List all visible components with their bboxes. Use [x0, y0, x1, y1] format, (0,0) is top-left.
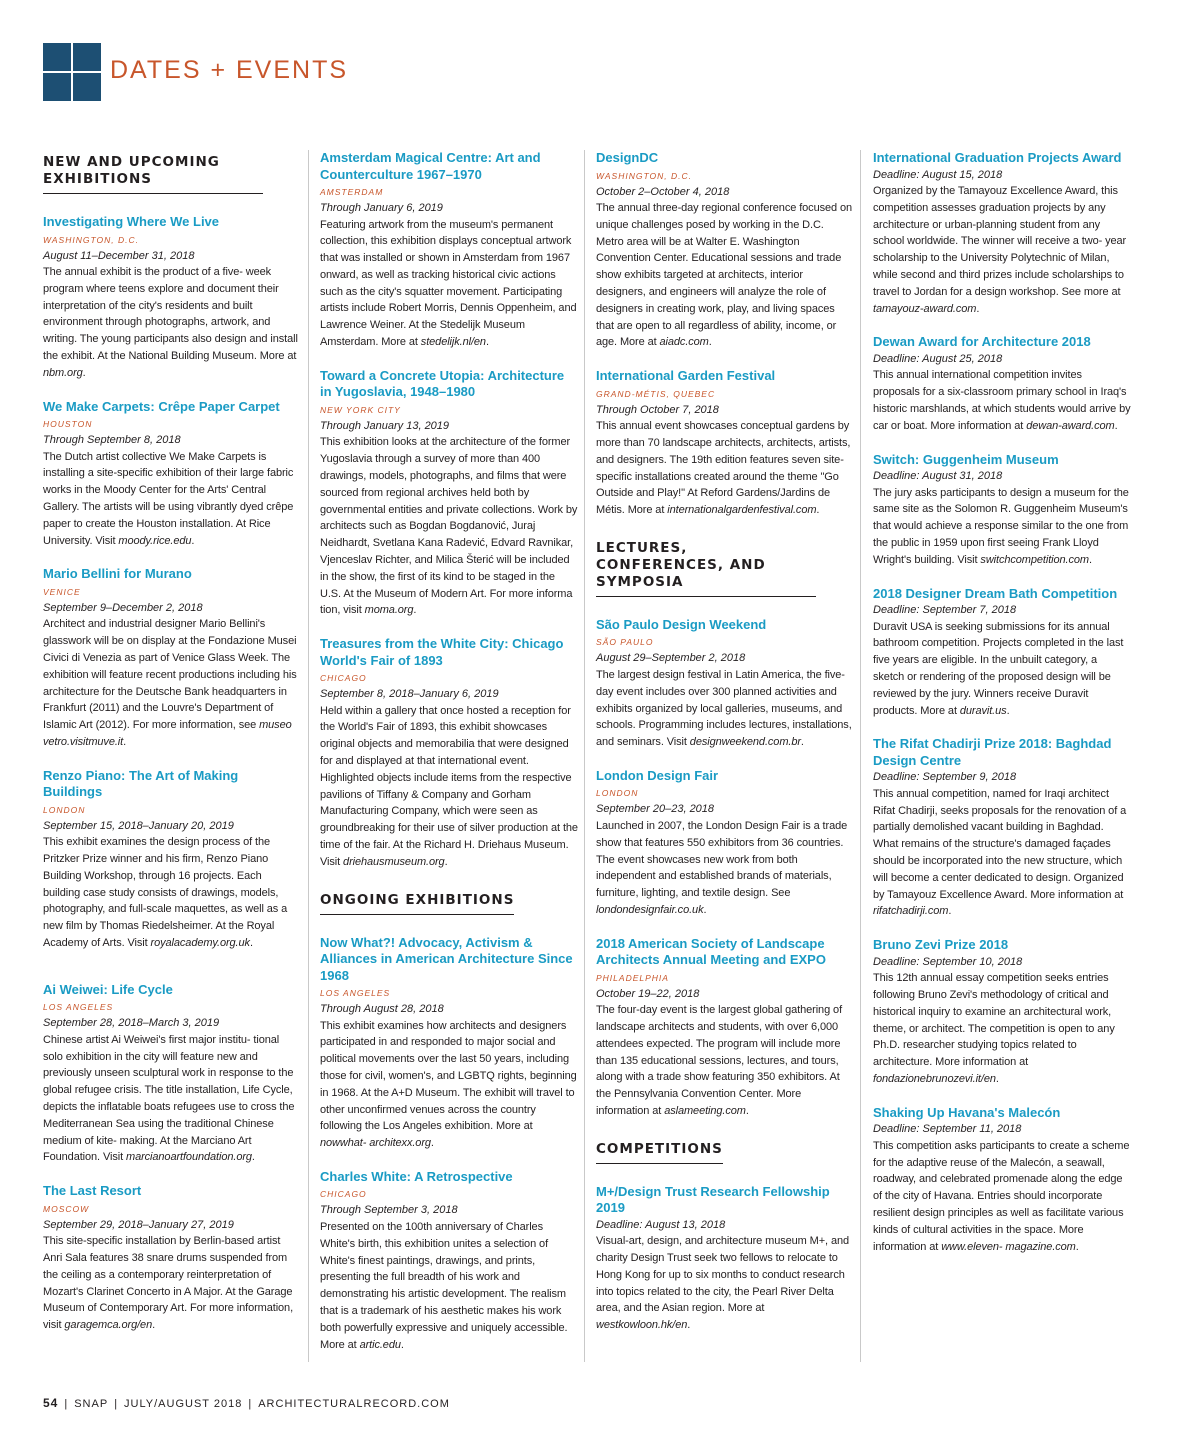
- event-location: WASHINGTON, D.C.: [596, 170, 692, 181]
- column-divider: [860, 150, 861, 1362]
- event-date: Through October 7, 2018: [596, 403, 719, 416]
- footer-issue: JULY/AUGUST 2018: [124, 1398, 243, 1410]
- event-link[interactable]: marcianoartfoundation.org: [126, 1151, 252, 1164]
- event-date: August 11–December 31, 2018: [43, 249, 195, 262]
- event-link[interactable]: aiadc.com: [659, 336, 709, 349]
- column-divider: [308, 150, 309, 1362]
- event-description: Organized by the Tamayouz Excellence Award, this competition assesses graduation projects by any architecture or urban-planning student from any school worldwide. The winner will receive a two- year scholarship to the University Polytechnic of Milan, while second and third prizes include scholarships to travel to Jordan for a design workshop. See more at tamayouz-award.com.: [873, 185, 1127, 315]
- event-title: International Garden Festival: [596, 368, 776, 384]
- event-date: Deadline: September 7, 2018: [873, 604, 1017, 617]
- event-listing: [43, 982, 301, 1166]
- event-location: LONDON: [43, 804, 86, 815]
- event-listing: [320, 368, 578, 619]
- event-link[interactable]: tamayouz-award.com: [873, 302, 977, 315]
- event-description: This exhibition looks at the architecture of the former Yugoslavia through a survey of more than 400 drawings, models, photographs, and films that were sourced from regional archives held both by governmental entities and private collections. Work by architects such as Bogdan Bogdanović, Juraj Neidhardt, Svetlana Kana Radević, Edvard Ravnikar, Vjenceslav Richter, and Milica Šterić will be included in the show, the first of its kind to be staged in the U.S. At the Museum of Modern Art. For more informa tion, visit moma.org.: [320, 436, 578, 617]
- event-date: September 20–23, 2018: [596, 803, 715, 816]
- event-location: LOS ANGELES: [320, 988, 391, 999]
- event-link[interactable]: stedelijk.nl/en: [420, 336, 486, 349]
- event-listing: [43, 768, 301, 952]
- event-date: Deadline: September 10, 2018: [873, 955, 1023, 968]
- event-listing: [43, 566, 301, 750]
- event-link[interactable]: fondazionebrunozevi.it/en: [873, 1072, 996, 1085]
- event-listing: [320, 935, 578, 1152]
- event-listing: [320, 150, 578, 351]
- event-location: GRAND-MÉTIS, QUEBEC: [596, 388, 716, 399]
- event-date: Through August 28, 2018: [320, 1003, 444, 1016]
- page-number: 54: [43, 1396, 59, 1410]
- event-listing: [596, 617, 854, 751]
- event-date: Through September 8, 2018: [43, 434, 181, 447]
- event-listing: [43, 1183, 301, 1334]
- event-link[interactable]: aslameeting.com: [664, 1105, 746, 1117]
- event-link[interactable]: artic.edu: [359, 1338, 401, 1351]
- event-link[interactable]: driehausmuseum.org: [343, 855, 445, 868]
- event-description: Featuring artwork from the museum's permanent collection, this exhibition displays conceptual artwork that was installed or shown in Amsterdam from 1967 onward, as well as tracking historical civic actions such as the city's squatter movement. Participating artists include Robert Morris, Dennis Oppenheim, and Lawrence Weiner. At the Stedelijk Museum Amsterdam. More at stedelijk.nl/en.: [320, 218, 577, 349]
- event-listing: [873, 586, 1131, 720]
- event-date: Through September 3, 2018: [320, 1204, 458, 1217]
- section-heading: ONGOING EXHIBITIONS: [320, 892, 514, 915]
- event-date: Through January 13, 2019: [320, 419, 450, 432]
- event-link[interactable]: switchcompetition.com: [980, 553, 1089, 566]
- event-date: September 9–December 2, 2018: [43, 601, 203, 614]
- section-heading: LECTURES, CONFERENCES, AND SYMPOSIA: [596, 540, 816, 597]
- event-title: DesignDC: [596, 150, 659, 165]
- event-date: September 29, 2018–January 27, 2019: [43, 1218, 234, 1231]
- event-link[interactable]: internationalgardenfestival.com: [667, 504, 817, 517]
- event-listing: [596, 768, 854, 919]
- event-title: We Make Carpets: Crêpe Paper Carpet: [43, 398, 280, 414]
- event-description: Duravit USA is seeking submissions for its annual bathroom competition. Projects completed in the last five years are eligible. In the unbuilt category, a sketch or rendering of the proposed design will be reviewed by the jury. Winners receive Duravit products. More at duravit.us.: [873, 620, 1124, 717]
- event-link[interactable]: nbm.org: [43, 366, 83, 379]
- event-link[interactable]: designweekend.com.br: [689, 736, 801, 749]
- event-title: Dewan Award for Architecture 2018: [873, 334, 1091, 350]
- event-title: 2018 Designer Dream Bath Competition: [873, 585, 1118, 601]
- event-description: The largest design festival in Latin America, the five-day event includes over 300 planned activities and exhibits organized by local galleries, museums, and schools. Programming includes lectures, installations, and seminars. Visit designweekend.com.br.: [596, 668, 852, 749]
- event-title: Ai Weiwei: Life Cycle: [43, 981, 173, 997]
- event-title: The Last Resort: [43, 1183, 142, 1199]
- event-date: Deadline: August 25, 2018: [873, 352, 1003, 365]
- event-location: VENICE: [43, 586, 81, 597]
- event-description: This site-specific installation by Berlin-based artist Anri Sala features 38 snare drums suspended from the ceiling as a contemporary reinterpretation of Mozart's Clarinet Concerto in A Major. At the Garage Museum of Contemporary Art. For more information, visit garagemca.org/en.: [43, 1235, 294, 1332]
- event-title: International Graduation Projects Award: [873, 150, 1122, 165]
- event-title: Bruno Zevi Prize 2018: [873, 937, 1009, 953]
- event-location: HOUSTON: [43, 419, 93, 430]
- event-listing: [43, 399, 301, 550]
- event-location: CHICAGO: [320, 673, 367, 684]
- event-title: M+/Design Trust Research Fellowship 2019: [596, 1183, 830, 1216]
- event-location: LOS ANGELES: [43, 1002, 114, 1013]
- event-description: Held within a gallery that once hosted a reception for the World's Fair of 1893, this exhibit showcases original objects and memorabilia that were designed for and displayed at that international event. Highlighted objects include items from the respective pavilions of Tiffany & Company and Gorham Manufacturing Company, which were seen as groundbreaking for their use of silver production at the time of the fair. At the Richard H. Driehaus Museum. Visit driehausmuseum.org.: [320, 704, 578, 868]
- event-listing: [873, 334, 1131, 434]
- event-description: This annual international competition invites proposals for a six-classroom primary school in Iraq's historic marshlands, at which students would arrive by car or boat. More information at dewan-award.com.: [873, 369, 1131, 432]
- event-description: The Dutch artist collective We Make Carpets is installing a site-specific exhibition of their large fabric works in the Moody Center for the Arts' Central Gallery. The artists will be using vibrantly dyed crêpe paper to create the Houston installation. At Rice University. Visit moody.rice.edu.: [43, 450, 294, 547]
- event-location: CHICAGO: [320, 1189, 367, 1200]
- event-date: Deadline: August 31, 2018: [873, 470, 1003, 483]
- event-title: Treasures from the White City: Chicago World's Fair of 1893: [320, 636, 564, 668]
- event-title: Toward a Concrete Utopia: Architecture in Yugoslavia, 1948–1980: [320, 367, 565, 400]
- event-link[interactable]: duravit.us: [959, 704, 1007, 717]
- event-date: Deadline: August 13, 2018: [596, 1218, 726, 1231]
- logo-grid-icon: [43, 43, 101, 101]
- event-location: WASHINGTON, D.C.: [43, 234, 139, 245]
- column-divider: [584, 150, 585, 1362]
- event-description: This 12th annual essay competition seeks entries following Bruno Zevi's methodology of critical and historical inquiry to examine an architectural work, theme, or architect. The competition is open to any Ph.D. researcher studying topics related to architecture. More information at fondazionebrunozevi.it/en.: [873, 972, 1115, 1085]
- event-description: This competition asks participants to create a scheme for the adaptive reuse of the Malecón, a seawall, roadway, and celebrated promenade along the edge of the city of Havana. Entries should incorporate resilient design principles as well as facilitate various kinds of cultural activities in the space. More information at www.eleven- magazine.com.: [873, 1139, 1130, 1253]
- event-description: The four-day event is the largest global gathering of landscape architects and students, with over 6,000 attendees expected. The program will include more than 135 educational sessions, lectures, and tours, along with a trade show featuring 350 exhibitors. At the Pennsylvania Convention Center. More information at aslameeting.com.: [596, 1004, 843, 1117]
- event-listing: [873, 452, 1131, 569]
- event-listing: [873, 736, 1131, 920]
- event-date: Deadline: August 15, 2018: [873, 168, 1003, 181]
- event-location: SÃO PAULO: [596, 637, 654, 648]
- section-heading: COMPETITIONS: [596, 1141, 723, 1164]
- event-listing: [320, 1169, 578, 1353]
- event-date: August 29–September 2, 2018: [596, 652, 746, 665]
- event-link[interactable]: moody.rice.edu: [118, 534, 192, 547]
- event-title: Now What?! Advocacy, Activism & Alliances in American Architecture Since 1968: [320, 934, 573, 983]
- event-link[interactable]: garagemca.org/en: [64, 1319, 153, 1332]
- event-title: Investigating Where We Live: [43, 214, 220, 229]
- event-listing: [596, 368, 854, 519]
- event-date: October 19–22, 2018: [596, 987, 700, 1000]
- event-title: Charles White: A Retrospective: [320, 1168, 513, 1184]
- event-date: Through January 6, 2019: [320, 202, 443, 214]
- event-link[interactable]: museo vetro.visitmuve.it: [43, 719, 292, 748]
- event-link[interactable]: royalacademy.org.uk: [150, 937, 250, 950]
- event-listing: [873, 1105, 1131, 1256]
- event-listing: [873, 150, 1131, 317]
- event-date: October 2–October 4, 2018: [596, 185, 730, 198]
- event-link[interactable]: dewan-award.com: [1026, 419, 1115, 432]
- event-title: Shaking Up Havana's Malecón: [873, 1104, 1061, 1120]
- column-1: [43, 150, 301, 1351]
- event-listing: [320, 636, 578, 870]
- event-description: Launched in 2007, the London Design Fair is a trade show that features 550 exhibitors from 36 countries. The event showcases new work from both independent and established brands of materials, furniture, lighting, and textile design. See londondesignfair.co.uk.: [596, 819, 848, 916]
- event-date: September 8, 2018–January 6, 2019: [320, 688, 499, 701]
- page-title: DATES + EVENTS: [110, 56, 349, 84]
- event-description: Visual-art, design, and architecture museum M+, and charity Design Trust seek two fellows to relocate to Hong Kong for up to six months to conduct research into topics related to the city, the Pearl River Delta area, and the Asian region. More at westkowloon.hk/en.: [596, 1235, 850, 1332]
- event-location: PHILADELPHIA: [596, 972, 669, 983]
- event-listing: [596, 150, 854, 351]
- column-4: [873, 150, 1131, 1272]
- event-description: Chinese artist Ai Weiwei's first major institu- tional solo exhibition in the city will feature new and previously unseen sculptural work in response to the global refugee crisis. The title installation, Life Cycle, depicts the inflatable boats refugees use to cross the Mediterranean Sea using the traditional Chinese medium of kite- making. At the Marciano Art Foundation. Visit marcianoartfoundation.org.: [43, 1033, 295, 1164]
- event-description: This annual event showcases conceptual gardens by more than 70 landscape architects, architects, artists, and designers. The 19th edition features seven site-specific installations created around the theme "Go Outside and Play!" At Reford Gardens/Jardins de Métis. More at internationalgardenfestival.com.: [596, 420, 851, 517]
- event-title: São Paulo Design Weekend: [596, 616, 767, 632]
- event-title: Renzo Piano: The Art of Making Buildings: [43, 767, 239, 800]
- event-link[interactable]: nowwhat- architexx.org: [320, 1137, 431, 1150]
- event-title: The Rifat Chadirji Prize 2018: Baghdad Design Centre: [873, 736, 1112, 768]
- event-listing: [596, 936, 854, 1120]
- event-link[interactable]: www.eleven- magazine.com: [941, 1240, 1076, 1253]
- event-title: London Design Fair: [596, 767, 719, 783]
- event-description: This annual competition, named for Iraqi architect Rifat Chadirji, seeks proposals for the renovation of a partially demolished vacant building in Baghdad. What remains of the structure's damaged façades should be incorporated into the new structure, which will become a center dedicated to design. Organized by Tamayouz Excellence Award. More information at rifatchadirji.com.: [873, 787, 1127, 918]
- footer-section: SNAP: [74, 1398, 109, 1410]
- section-heading: NEW AND UPCOMING EXHIBITIONS: [43, 154, 263, 194]
- event-date: Deadline: September 9, 2018: [873, 771, 1017, 784]
- event-link[interactable]: westkowloon.hk/en: [596, 1319, 688, 1332]
- event-link[interactable]: moma.org: [364, 604, 414, 617]
- event-link[interactable]: rifatchadirji.com: [873, 905, 949, 918]
- event-title: Mario Bellini for Murano: [43, 566, 192, 582]
- event-listing: [873, 937, 1131, 1088]
- column-3: [596, 150, 854, 1351]
- column-2: [320, 150, 578, 1370]
- event-location: LONDON: [596, 788, 639, 799]
- event-link[interactable]: londondesignfair.co.uk: [596, 903, 704, 916]
- event-description: This exhibit examines how architects and designers participated in and responded to major social and political movements over the last 50 years, including those for civil, women's, and LGBTQ rights, beginning in 1968. At the A+D Museum. The exhibit will travel to other unconfirmed venues across the country following the Los Angeles exhibition. More at nowwhat- architexx.org.: [320, 1019, 577, 1150]
- event-title: Switch: Guggenheim Museum: [873, 451, 1059, 467]
- event-description: Architect and industrial designer Mario Bellini's glasswork will be on display at the Fondazione Musei Civici di Venezia as part of Venice Glass Week. The exhibition will feature recent productions including his architecture for the Deutsche Bank headquarters in Frankfurt (2011) and the Louvre's Department of Islamic Art (2012). For more information, see museo vetro.visitmuve.it.: [43, 618, 297, 748]
- event-description: The annual exhibit is the product of a five- week program where teens explore and document their interpretation of the city's residents and built environment through photographs, artwork, and writing. The young participants also design and install the exhibit. At the National Building Museum. More at nbm.org.: [43, 266, 298, 379]
- event-description: This exhibit examines the design process of the Pritzker Prize winner and his firm, Renzo Piano Building Workshop, through 16 projects. Each building case study consists of drawings, models, photography, and full-scale maquettes, as well as a new film by Thomas Riedelsheimer. At the Royal Academy of Arts. Visit royalacademy.org.uk.: [43, 836, 288, 950]
- event-date: September 28, 2018–March 3, 2019: [43, 1017, 220, 1030]
- event-title: Amsterdam Magical Centre: Art and Counterculture 1967–1970: [320, 150, 541, 182]
- event-title: 2018 American Society of Landscape Architects Annual Meeting and EXPO: [596, 935, 826, 968]
- event-date: September 15, 2018–January 20, 2019: [43, 819, 234, 832]
- event-description: The jury asks participants to design a museum for the same site as the Solomon R. Guggenheim Museum's that would achieve a response similar to the one from the public in 1959 upon first seeing Frank Lloyd Wright's building. Visit switchcompetition.com.: [873, 486, 1129, 566]
- event-location: AMSTERDAM: [320, 187, 384, 197]
- event-description: Presented on the 100th anniversary of Charles White's birth, this exhibition unites a selection of White's finest paintings, drawings, and prints, presenting the full breadth of his work and demonstrating his artistic development. The realism that is a trademark of his aesthetic makes his work both powerfully expressive and uniquely accessible. More at artic.edu.: [320, 1220, 568, 1351]
- event-location: MOSCOW: [43, 1203, 90, 1214]
- page-footer: 54 | SNAP | JULY/AUGUST 2018 | ARCHITECTURALRECORD.COM: [43, 1396, 450, 1410]
- event-listing: [43, 214, 301, 382]
- event-date: Deadline: September 11, 2018: [873, 1123, 1022, 1136]
- event-location: NEW YORK CITY: [320, 404, 401, 415]
- event-listing: [596, 1184, 854, 1334]
- event-description: The annual three-day regional conference focused on unique challenges posed by working in the D.C. Metro area will be at Walter E. Washington Convention Center. Educational sessions and trade show exhibits targeted at architects, interior designers, and engineers will analyze the role of designers in creating work, play, and living spaces that are open to all regardless of ability, income, or age. More at aiadc.com.: [596, 202, 853, 349]
- footer-site: ARCHITECTURALRECORD.COM: [258, 1398, 450, 1410]
